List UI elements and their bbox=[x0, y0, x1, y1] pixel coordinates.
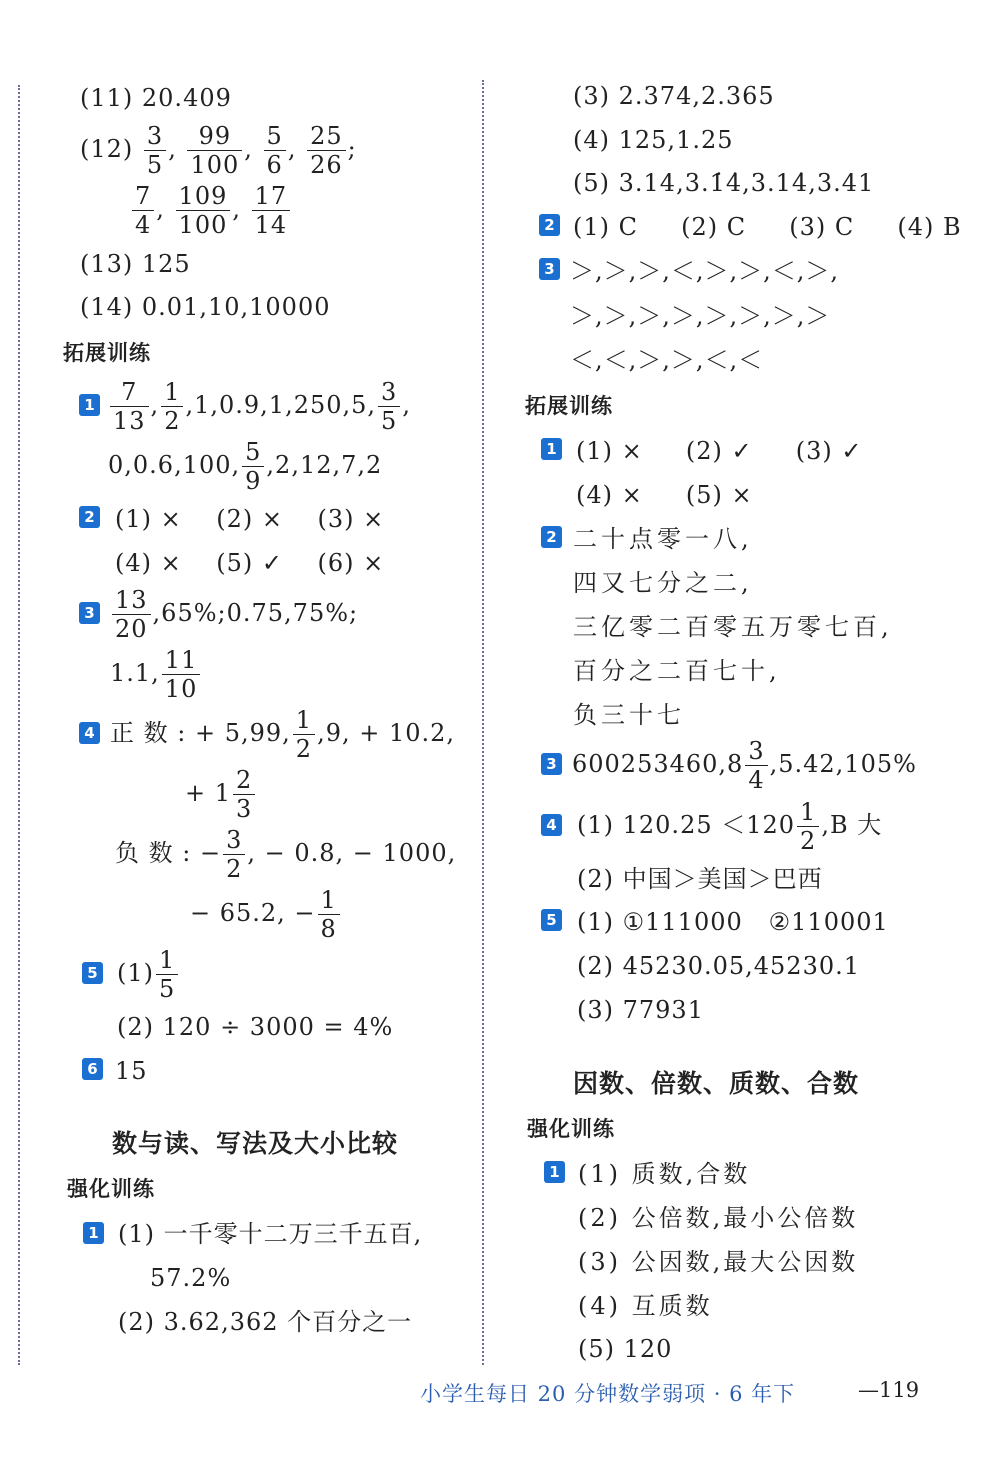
question-badge: 6 bbox=[82, 1058, 103, 1080]
fraction: $\frac{11}{10}$ bbox=[162, 648, 201, 701]
tuozhan-1-row1: $\frac{7}{13}$ , $\frac{1}{2}$ ,1,0.9,1,250,5, $\frac{3}{5}$ , bbox=[108, 380, 411, 433]
tuozhan-3-row1: $\frac{13}{20}$ ,65%;0.75,75%; bbox=[110, 588, 358, 641]
fraction: $\frac{5}{6}$ bbox=[264, 124, 286, 177]
tuozhan-1-row2: 0,0.6,100, $\frac{5}{9}$ ,2,12,7,2 bbox=[108, 438, 383, 495]
answer-11: (11) 20.409 bbox=[80, 84, 232, 112]
right-tuozhan-2-row1: 二十点零一八, bbox=[573, 525, 753, 553]
right-tuozhan-4-row1: (1) 120.25 ＜120 $\frac{1}{2}$ ,B 大 bbox=[577, 798, 883, 855]
column-divider bbox=[482, 80, 484, 1365]
tuozhan-5-row1: (1) $\frac{1}{5}$ bbox=[117, 948, 180, 1001]
fraction: $\frac{13}{20}$ bbox=[112, 588, 151, 641]
section-title-number-reading: 数与读、写法及大小比较 bbox=[112, 1129, 399, 1158]
question-badge: 2 bbox=[541, 526, 562, 548]
question-badge: 3 bbox=[539, 258, 560, 280]
tuozhan-4-row2: + 1 $\frac{2}{3}$ bbox=[185, 768, 257, 821]
tuozhan-4-row4: − 65.2, − $\frac{1}{8}$ bbox=[190, 888, 342, 941]
fraction: $\frac{7}{13}$ bbox=[110, 380, 149, 433]
left-margin-divider bbox=[18, 85, 20, 1365]
fraction: $\frac{1}{5}$ bbox=[156, 948, 178, 1001]
section-heading-qianghua-right: 强化训练 bbox=[527, 1117, 615, 1141]
question-badge: 1 bbox=[83, 1222, 104, 1244]
answer-12-row1: (12) $\frac{3}{5}$ , $\frac{99}{100}$ , $\frac{5}{6}$ , $\frac{25}{26}$ ; bbox=[80, 122, 357, 179]
fraction: $\frac{1}{2}$ bbox=[161, 380, 183, 433]
qianghua-1-row3: (2) 3.62,362 个百分之一 bbox=[118, 1308, 413, 1336]
qianghua-1-row1: (1) 一千零十二万三千五百, bbox=[118, 1220, 423, 1248]
fraction: $\frac{17}{14}$ bbox=[252, 184, 291, 237]
question-badge: 4 bbox=[541, 814, 562, 836]
fraction: $\frac{1}{2}$ bbox=[797, 800, 819, 853]
right-q3-row1: ＞,＞,＞,＜,＞,＞,＜,＞, bbox=[570, 257, 840, 285]
section-heading-tuozhan: 拓展训练 bbox=[63, 341, 151, 365]
right-q3-row3: ＜,＜,＞,＞,＜,＜ bbox=[570, 346, 764, 374]
right-tuozhan-2-row4: 百分之二百七十, bbox=[573, 657, 781, 685]
fraction: $\frac{99}{100}$ bbox=[187, 124, 242, 177]
section-heading-tuozhan-right: 拓展训练 bbox=[525, 394, 613, 418]
right-answer-5: (5) 3.14,3.1̇4̇,3.14̇,3.41 bbox=[573, 169, 875, 197]
right-qianghua-1-row1: (1) 质数,合数 bbox=[578, 1160, 751, 1188]
fraction: $\frac{2}{3}$ bbox=[233, 768, 255, 821]
right-answer-4: (4) 125,1.25 bbox=[573, 126, 734, 154]
question-badge: 1 bbox=[79, 394, 100, 416]
fraction: $\frac{1}{2}$ bbox=[293, 708, 315, 761]
fraction: $\frac{3}{5}$ bbox=[144, 124, 166, 177]
answer-12-row2: $\frac{7}{4}$ , $\frac{109}{100}$ , $\frac{17}{14}$ bbox=[130, 184, 292, 237]
page-number: —119 bbox=[858, 1378, 920, 1402]
right-qianghua-1-row3: (3) 公因数,最大公因数 bbox=[578, 1248, 859, 1276]
right-tuozhan-5-row1: (1) ①111000 ②110001 bbox=[577, 908, 889, 936]
right-tuozhan-5-row3: (3) 77931 bbox=[577, 996, 704, 1024]
section-heading-qianghua: 强化训练 bbox=[67, 1177, 155, 1201]
right-tuozhan-3: 600253460,8 $\frac{3}{4}$ ,5.42,105% bbox=[572, 737, 917, 794]
answer-12-label: (12) bbox=[80, 135, 134, 163]
question-badge: 3 bbox=[79, 602, 100, 624]
right-tuozhan-4-row2: (2) 中国＞美国＞巴西 bbox=[577, 865, 823, 893]
question-badge: 5 bbox=[541, 909, 562, 931]
fraction: $\frac{3}{2}$ bbox=[223, 828, 245, 881]
tuozhan-3-row2: 1.1, $\frac{11}{10}$ bbox=[110, 648, 202, 701]
fraction: $\frac{3}{4}$ bbox=[745, 739, 767, 792]
right-q2: (1) C (2) C (3) C (4) B bbox=[573, 213, 962, 241]
right-q3-row2: ＞,＞,＞,＞,＞,＞,＞,＞ bbox=[570, 302, 831, 330]
right-tuozhan-5-row2: (2) 45230.05,45230.1 bbox=[577, 952, 861, 980]
question-badge: 2 bbox=[539, 214, 560, 236]
right-tuozhan-1-row2: (4) × (5) × bbox=[576, 481, 753, 509]
tuozhan-2-row1: (1) × (2) × (3) × bbox=[115, 505, 385, 533]
right-qianghua-1-row5: (5) 120 bbox=[578, 1335, 673, 1363]
fraction: $\frac{109}{100}$ bbox=[176, 184, 231, 237]
right-tuozhan-2-row3: 三亿零二百零五万零七百, bbox=[573, 613, 893, 641]
qianghua-1-row2: 57.2% bbox=[150, 1264, 232, 1292]
right-answer-3: (3) 2.374,2.365 bbox=[573, 82, 775, 110]
fraction: $\frac{7}{4}$ bbox=[132, 184, 154, 237]
tuozhan-5-row2: (2) 120 ÷ 3000 = 4% bbox=[117, 1013, 394, 1041]
tuozhan-2-row2: (4) × (5) ✓ (6) × bbox=[115, 549, 385, 577]
question-badge: 3 bbox=[541, 753, 562, 775]
fraction: $\frac{5}{9}$ bbox=[242, 440, 264, 493]
book-title-footer: 小学生每日 20 分钟数学弱项 · 6 年下 bbox=[420, 1382, 796, 1406]
tuozhan-4-row1: 正 数 : + 5,99, $\frac{1}{2}$ ,9, + 10.2, bbox=[110, 706, 456, 763]
fraction: $\frac{25}{26}$ bbox=[307, 124, 346, 177]
answer-14: (14) 0.01,10,10000 bbox=[80, 293, 331, 321]
right-tuozhan-1-row1: (1) × (2) ✓ (3) ✓ bbox=[576, 437, 863, 465]
question-badge: 1 bbox=[544, 1161, 565, 1183]
tuozhan-6: 15 bbox=[115, 1057, 148, 1085]
answer-13: (13) 125 bbox=[80, 250, 191, 278]
fraction: $\frac{1}{8}$ bbox=[318, 888, 340, 941]
section-title-factors: 因数、倍数、质数、合数 bbox=[573, 1069, 860, 1098]
right-qianghua-1-row4: (4) 互质数 bbox=[578, 1292, 713, 1320]
right-qianghua-1-row2: (2) 公倍数,最小公倍数 bbox=[578, 1204, 859, 1232]
question-badge: 5 bbox=[82, 962, 103, 984]
fraction: $\frac{3}{5}$ bbox=[378, 380, 400, 433]
right-tuozhan-2-row2: 四又七分之二, bbox=[573, 569, 753, 597]
question-badge: 4 bbox=[79, 722, 100, 744]
question-badge: 2 bbox=[79, 506, 100, 528]
tuozhan-4-row3: 负 数 : − $\frac{3}{2}$ , − 0.8, − 1000, bbox=[115, 826, 457, 883]
right-tuozhan-2-row5: 负三十七 bbox=[573, 701, 685, 729]
question-badge: 1 bbox=[541, 438, 562, 460]
